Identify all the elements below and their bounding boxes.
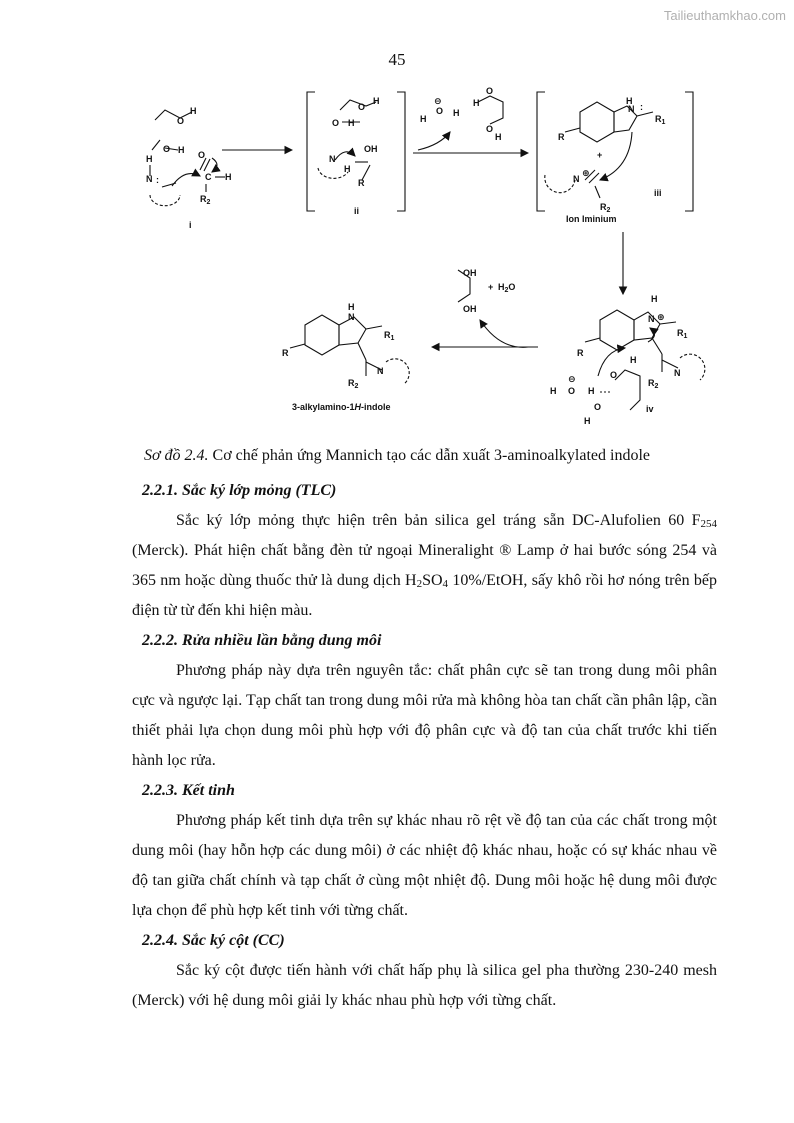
- svg-text:O: O: [177, 116, 185, 126]
- svg-text:R: R: [558, 132, 565, 142]
- svg-text:H: H: [348, 118, 355, 128]
- figure-caption: [0, 447, 794, 465]
- svg-text:ii: ii: [354, 206, 360, 216]
- svg-text:N: N: [329, 154, 336, 164]
- svg-text:⊖: ⊖: [434, 96, 442, 106]
- svg-text:H: H: [190, 106, 197, 116]
- svg-text:R: R: [282, 348, 289, 358]
- page-number: 45: [388, 50, 406, 69]
- svg-text:N: N: [648, 314, 655, 324]
- structure-product: [290, 315, 409, 384]
- svg-text:R1: $R_1$: [677, 328, 688, 340]
- svg-text:O: O: [486, 124, 494, 134]
- caption-label: Sơ đồ 2.4.: [144, 447, 209, 464]
- svg-text:R2: $R_2$: [348, 378, 359, 390]
- svg-text:N: N: [348, 312, 355, 322]
- svg-text:H: H: [651, 294, 658, 304]
- svg-text:H: H: [420, 114, 427, 124]
- svg-text:H: H: [626, 96, 633, 106]
- svg-text:H: H: [588, 386, 595, 396]
- section-heading-tlc: 2.2.1. Sắc ký lớp mỏng (TLC): [142, 482, 337, 499]
- svg-text:O: O: [198, 150, 206, 160]
- svg-text:O: O: [486, 86, 494, 96]
- svg-text:H: H: [473, 98, 480, 108]
- svg-text:R1: $R_1$: [655, 114, 666, 126]
- svg-text:+: +: [597, 150, 603, 160]
- structure-ii: [307, 92, 405, 211]
- svg-text:⊕: ⊕: [582, 168, 590, 178]
- svg-text:R2: $R_2$: [600, 202, 611, 214]
- svg-text:i: i: [189, 220, 192, 230]
- section-paragraph-tlc: Sắc ký lớp mỏng thực hiện trên bản silica gel tráng sẵn DC-Alufolien 60 $F_{254}$ (Merck). Phát hiện chất bằng đèn tử ngoại Mineralight ® Lamp ở hai bước sóng 254 và 365 nm hoặc dùng thuốc thử là dung dịch $H_2SO_4$ 10%/EtOH, sấy khô rồi hơ nóng trên bếp điện từ từ đến khi hiện màu.: [132, 512, 717, 619]
- svg-text:+: +: [488, 282, 494, 292]
- svg-text:⊕: ⊕: [657, 312, 665, 322]
- svg-text:R2: $R_2$: [200, 194, 211, 206]
- section-heading-cc: 2.2.4. Sắc ký cột (CC): [142, 932, 285, 949]
- svg-text:H: H: [630, 355, 637, 365]
- caption-text: Cơ chế phản ứng Mannich tạo các dẫn xuất 3-aminoalkylated indole: [212, 447, 650, 464]
- svg-text:H2O: $H_2O$: [498, 282, 516, 294]
- svg-text:Ion Iminium: Ion Iminium: [566, 214, 617, 224]
- section-paragraph-wash: Phương pháp này dựa trên nguyên tắc: chất phân cực sẽ tan trong dung môi phân cực và ngược lại. Tạp chất tan trong dung môi rửa mà không hòa tan chất cần phân lập, cần thiết phải lựa chọn dung môi phù hợp với độ phân cực và độ tan của chất trước khi tiến hành lọc rửa.: [132, 662, 717, 769]
- svg-text:R: R: [577, 348, 584, 358]
- svg-text:⊖: ⊖: [568, 374, 576, 384]
- structure-iv: [585, 310, 705, 410]
- svg-text:O: O: [436, 106, 444, 116]
- svg-text:H: H: [453, 108, 460, 118]
- svg-text:H: H: [178, 145, 185, 155]
- svg-text:H: H: [348, 302, 355, 312]
- svg-text:C: C: [205, 172, 212, 182]
- svg-text:H: H: [225, 172, 232, 182]
- section-heading-crystallize: 2.2.3. Kết tinh: [142, 782, 235, 799]
- svg-text:N: N: [573, 174, 580, 184]
- section-paragraph-crystallize: Phương pháp kết tinh dựa trên sự khác nhau rõ rệt về độ tan của các chất trong một dung môi (hay hỗn hợp các dung môi) ở các nhiệt độ khác nhau, hoặc có sự khác nhau về độ tan giữa chất chính và tạp chất ở cùng một nhiệt độ. Dung môi hoặc hệ dung môi được lựa chọn để phù hợp kết tinh với từng chất.: [132, 812, 717, 919]
- svg-text:H: H: [146, 154, 153, 164]
- svg-text:OH: OH: [463, 268, 477, 278]
- svg-text:R: R: [358, 178, 365, 188]
- svg-text:N: N: [146, 174, 153, 184]
- svg-text:H: H: [495, 132, 502, 142]
- svg-text:R1: $R_1$: [384, 330, 395, 342]
- svg-text:H: H: [550, 386, 557, 396]
- svg-text:iii: iii: [654, 188, 662, 198]
- structure-iii: [537, 92, 693, 211]
- svg-text::: :: [156, 175, 159, 185]
- svg-text:OH: OH: [463, 304, 477, 314]
- svg-text:O: O: [610, 370, 618, 380]
- svg-text:3-alkylamino-1H-indole: 3-alkylamino-1H-indole: [292, 402, 391, 412]
- structure-i: [150, 110, 225, 206]
- svg-text:N: N: [628, 104, 635, 114]
- svg-text:H: H: [584, 416, 591, 426]
- svg-text:N: N: [377, 366, 384, 376]
- svg-text:R2: $R_2$: [648, 378, 659, 390]
- section-paragraph-cc: Sắc ký cột được tiến hành với chất hấp phụ là silica gel pha thường 230-240 mesh (Merck) với hệ dung môi giải ly khác nhau phù hợp với từng chất.: [132, 962, 717, 1009]
- mannich-reaction-scheme: [0, 80, 794, 440]
- svg-text:iv: iv: [646, 404, 654, 414]
- svg-text:H: H: [373, 96, 380, 106]
- svg-text:O: O: [594, 402, 602, 412]
- svg-text:H: H: [344, 164, 351, 174]
- svg-text:N: N: [674, 368, 681, 378]
- svg-text:OH: OH: [364, 144, 378, 154]
- section-heading-wash: 2.2.2. Rửa nhiều lần bằng dung môi: [142, 632, 382, 649]
- svg-text:O: O: [568, 386, 576, 396]
- watermark: Tailieuthamkhao.com: [663, 8, 786, 23]
- main-content: [132, 476, 717, 1016]
- svg-text:O: O: [163, 144, 171, 154]
- svg-text::: :: [640, 102, 643, 112]
- svg-text:O: O: [332, 118, 340, 128]
- svg-text:O: O: [358, 102, 366, 112]
